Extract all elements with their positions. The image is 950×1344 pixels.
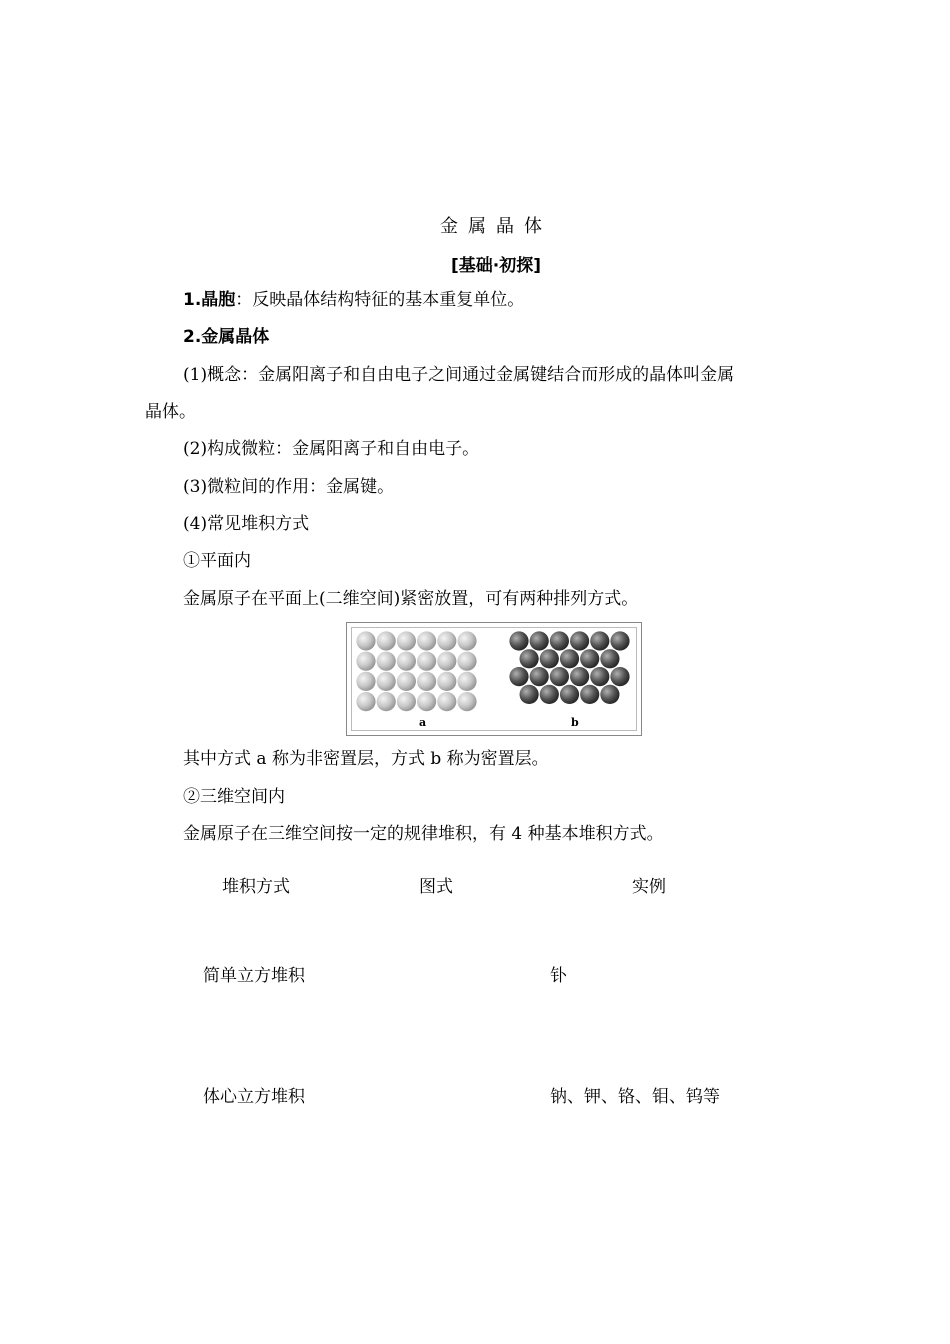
table-row-1-method: 简单立方堆积 <box>203 966 305 986</box>
atom-b <box>550 631 569 650</box>
paragraph-concept-line2: 晶体。 <box>145 402 196 422</box>
atom-a <box>397 692 416 711</box>
atom-a <box>417 652 436 671</box>
atom-a <box>417 631 436 650</box>
paragraph-concept-line1: (1)概念：金属阳离子和自由电子之间通过金属键结合而形成的晶体叫金属 <box>183 365 735 385</box>
atom-b <box>530 631 549 650</box>
atom-a <box>377 652 396 671</box>
atom-b <box>540 685 559 704</box>
atom-a <box>417 692 436 711</box>
atom-b <box>600 685 619 704</box>
atom-a <box>397 631 416 650</box>
atom-a <box>457 692 476 711</box>
atom-layers-svg <box>352 628 638 732</box>
atom-a <box>397 652 416 671</box>
table-row-2-example: 钠、钾、铬、钼、钨等 <box>550 1087 720 1107</box>
atom-b <box>540 649 559 668</box>
atom-b <box>600 649 619 668</box>
atom-a <box>417 672 436 691</box>
atom-a <box>377 631 396 650</box>
atom-b <box>520 685 539 704</box>
paragraph-interaction: (3)微粒间的作用：金属键。 <box>183 477 395 497</box>
heading-metal-crystal: 2.金属晶体 <box>183 327 270 347</box>
atom-a <box>397 672 416 691</box>
table-header-diagram: 图式 <box>419 877 453 897</box>
table-header-method: 堆积方式 <box>222 877 290 897</box>
atom-a <box>356 672 375 691</box>
table-row-1-example: 钋 <box>550 966 567 986</box>
atom-a <box>356 631 375 650</box>
atom-a <box>437 631 456 650</box>
atom-b <box>570 667 589 686</box>
atom-b <box>570 631 589 650</box>
paragraph-particles: (2)构成微粒：金属阳离子和自由电子。 <box>183 439 480 459</box>
atom-b <box>509 667 528 686</box>
atom-b <box>509 631 528 650</box>
atom-a <box>356 652 375 671</box>
atom-a <box>457 672 476 691</box>
atom-b <box>580 649 599 668</box>
atom-b <box>550 667 569 686</box>
atom-b <box>520 649 539 668</box>
page-title: 金属晶体 <box>440 216 552 237</box>
atom-b <box>610 631 629 650</box>
table-row-2-method: 体心立方堆积 <box>203 1087 305 1107</box>
atom-b <box>580 685 599 704</box>
atom-b <box>590 667 609 686</box>
atom-b <box>610 667 629 686</box>
paragraph-in-plane: ①平面内 <box>183 551 251 571</box>
unit-cell-text: ：反映晶体结构特征的基本重复单位。 <box>235 290 525 310</box>
atom-a <box>356 692 375 711</box>
atom-b <box>530 667 549 686</box>
unit-cell-label: 1.晶胞 <box>183 290 236 310</box>
atom-a <box>377 692 396 711</box>
layer-arrangement-figure <box>346 622 642 736</box>
atom-b <box>560 685 579 704</box>
atom-a <box>437 652 456 671</box>
atom-a <box>457 631 476 650</box>
paragraph-stacking: (4)常见堆积方式 <box>183 514 310 534</box>
atom-a <box>437 692 456 711</box>
paragraph-four-methods: 金属原子在三维空间按一定的规律堆积，有 4 种基本堆积方式。 <box>183 824 664 844</box>
atom-a <box>377 672 396 691</box>
atom-a <box>437 672 456 691</box>
section-subtitle: [基础·初探] <box>451 256 541 276</box>
paragraph-layer-names: 其中方式 a 称为非密置层，方式 b 称为密置层。 <box>183 749 549 769</box>
table-header-example: 实例 <box>632 877 666 897</box>
figure-label-b: b <box>571 716 579 729</box>
paragraph-3d: ②三维空间内 <box>183 787 285 807</box>
atom-b <box>590 631 609 650</box>
paragraph-two-arrangements: 金属原子在平面上(二维空间)紧密放置，可有两种排列方式。 <box>183 589 639 609</box>
atom-b <box>560 649 579 668</box>
close-packed-layer-b <box>509 631 629 704</box>
non-close-packed-layer-a <box>356 631 476 711</box>
figure-label-a: a <box>419 716 427 729</box>
atom-a <box>457 652 476 671</box>
paragraph-unit-cell <box>183 289 524 311</box>
